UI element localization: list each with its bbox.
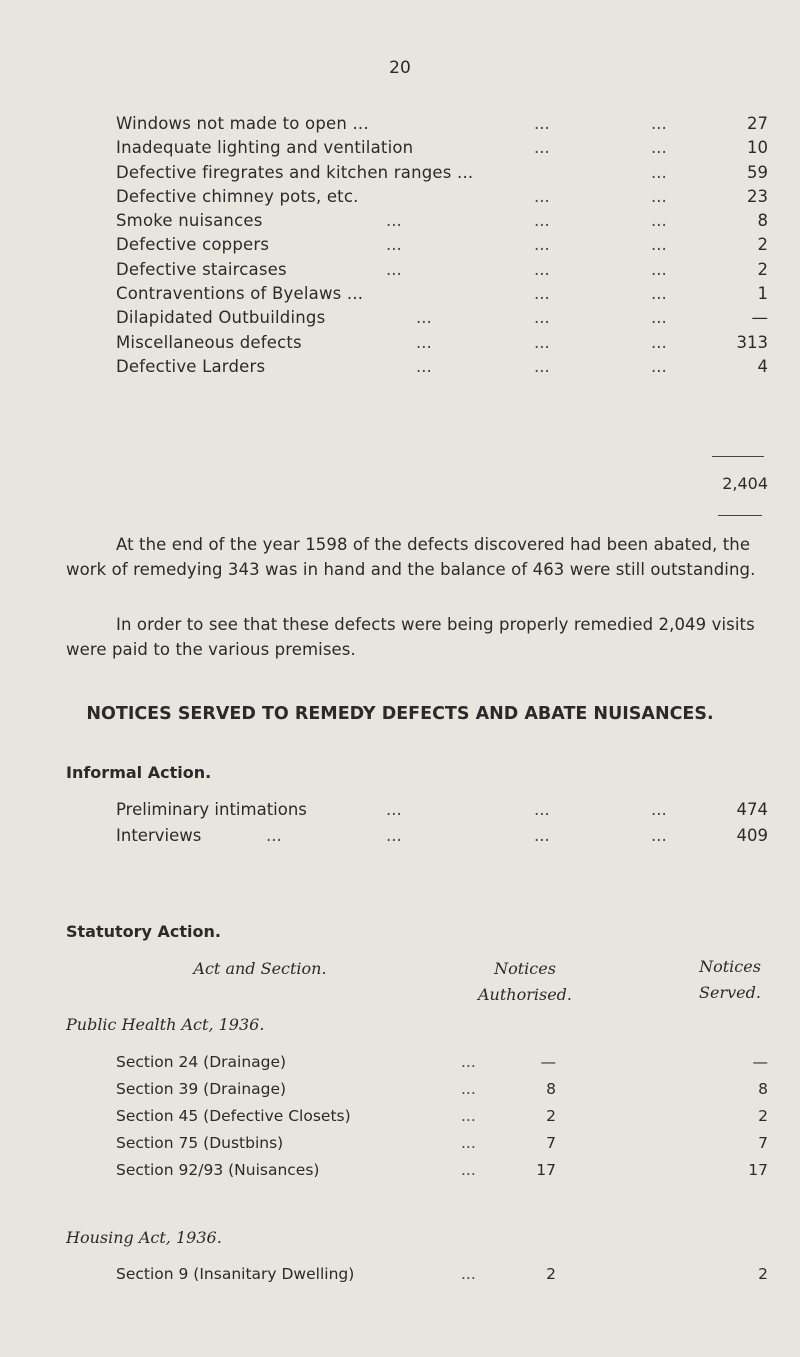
authorised-count: 2 (546, 1107, 556, 1125)
leader-dots: ... (534, 284, 550, 304)
leader-dots: ... (651, 284, 667, 304)
leader-dots: ... (651, 356, 667, 376)
defect-label: Defective staircases (116, 259, 287, 279)
defect-row (116, 258, 768, 282)
authorised-count: 8 (546, 1080, 556, 1098)
defect-label: Smoke nuisances (116, 211, 263, 231)
defect-count: 4 (757, 356, 768, 376)
statutory-row (116, 1265, 768, 1289)
leader-dots: ... (416, 308, 432, 328)
defect-row (116, 112, 768, 136)
leader-dots: ... (386, 211, 402, 231)
leader-dots: ... (534, 332, 550, 352)
served-count: — (752, 1053, 768, 1071)
informal-action-heading: Informal Action. (66, 763, 212, 782)
leader-dots: ... (534, 826, 550, 845)
informal-label: Preliminary intimations (116, 800, 307, 819)
statutory-row (116, 1053, 768, 1077)
leader-dots: ... (534, 235, 550, 255)
leader-dots: ... (386, 826, 402, 845)
informal-label: Interviews (116, 826, 202, 845)
section-label: Section 75 (Dustbins) (116, 1134, 284, 1152)
leader-dots: ... (461, 1265, 476, 1283)
col-header-authorised: Notices Authorised. (478, 959, 572, 1004)
served-count: 17 (748, 1161, 768, 1179)
authorised-count: 17 (536, 1161, 556, 1179)
defect-count: 59 (747, 162, 768, 182)
section-heading: NOTICES SERVED TO REMEDY DEFECTS AND ABATE NUISANCES. (86, 704, 714, 724)
leader-dots: ... (651, 114, 667, 133)
visits-paragraph: In order to see that these defects were being properly remedied 2,049 visits were paid to the various premises. (66, 615, 755, 659)
leader-dots: ... (534, 186, 550, 206)
defect-label: Inadequate lighting and ventilation (116, 138, 414, 158)
defect-row (116, 136, 768, 160)
leader-dots: ... (461, 1107, 476, 1125)
leader-dots: ... (416, 356, 432, 376)
defect-label: Defective coppers (116, 235, 270, 255)
served-count: 8 (758, 1080, 768, 1098)
defect-count: 2 (757, 259, 768, 279)
col-header-act: Act and Section. (193, 959, 327, 978)
defect-count: 2 (757, 235, 768, 255)
statutory-row (116, 1134, 768, 1158)
defect-count: 23 (747, 186, 768, 206)
leader-dots: ... (651, 235, 667, 255)
leader-dots: ... (651, 800, 667, 819)
leader-dots: ... (416, 332, 432, 352)
served-count: 7 (758, 1134, 768, 1152)
statutory-row (116, 1107, 768, 1131)
defect-row (116, 185, 768, 209)
defect-label: Defective Larders (116, 356, 266, 376)
defect-count: 10 (747, 138, 768, 158)
informal-row (116, 826, 768, 850)
housing-act-heading: Housing Act, 1936. (66, 1228, 222, 1247)
defect-label: Defective firegrates and kitchen ranges ... (116, 162, 474, 182)
leader-dots: ... (461, 1161, 476, 1179)
defect-row (116, 306, 768, 330)
informal-row (116, 800, 768, 824)
authorised-count: 2 (546, 1265, 556, 1283)
informal-value: 409 (736, 826, 768, 845)
section-label: Section 39 (Drainage) (116, 1080, 287, 1098)
section-label: Section 24 (Drainage) (116, 1053, 287, 1071)
defect-count: 27 (747, 114, 768, 133)
statutory-action-heading: Statutory Action. (66, 922, 221, 941)
section-label: Section 45 (Defective Closets) (116, 1107, 351, 1125)
section-label: Section 9 (Insanitary Dwelling) (116, 1265, 355, 1283)
leader-dots: ... (386, 800, 402, 819)
leader-dots: ... (534, 356, 550, 376)
defect-row (116, 355, 768, 379)
leader-dots: ... (651, 826, 667, 845)
leader-dots: ... (651, 308, 667, 328)
defect-count: 1 (757, 284, 768, 304)
leader-dots: ... (651, 186, 667, 206)
defect-row (116, 209, 768, 233)
leader-dots: ... (386, 259, 402, 279)
defect-count: 313 (736, 332, 768, 352)
leader-dots: ... (534, 308, 550, 328)
total-rule-top (712, 456, 764, 457)
defect-label: Miscellaneous defects (116, 332, 302, 352)
informal-value: 474 (736, 800, 768, 819)
defect-row (116, 282, 768, 306)
total-rule-bottom (718, 515, 762, 516)
defect-label: Defective chimney pots, etc. (116, 186, 359, 206)
leader-dots: ... (651, 211, 667, 231)
leader-dots: ... (534, 138, 550, 158)
defect-label: Windows not made to open ... (116, 114, 369, 133)
leader-dots: ... (651, 259, 667, 279)
leader-dots: ... (534, 114, 550, 133)
leader-dots: ... (461, 1080, 476, 1098)
leader-dots: ... (534, 211, 550, 231)
public-health-act-heading: Public Health Act, 1936. (66, 1015, 265, 1034)
defect-row (116, 233, 768, 257)
statutory-row (116, 1080, 768, 1104)
statutory-row (116, 1161, 768, 1185)
leader-dots: ... (651, 138, 667, 158)
defect-count: — (751, 308, 768, 328)
defect-label: Dilapidated Outbuildings (116, 308, 326, 328)
leader-dots: ... (651, 332, 667, 352)
col-header-served: Notices Served. (699, 957, 761, 1002)
defects-total: 2,404 (722, 474, 768, 493)
defect-row (116, 161, 768, 185)
defects-list (116, 112, 768, 379)
leader-dots: ... (266, 826, 282, 845)
authorised-count: 7 (546, 1134, 556, 1152)
served-count: 2 (758, 1265, 768, 1283)
leader-dots: ... (461, 1053, 476, 1071)
leader-dots: ... (461, 1134, 476, 1152)
leader-dots: ... (534, 259, 550, 279)
leader-dots: ... (386, 235, 402, 255)
summary-paragraph: At the end of the year 1598 of the defects discovered had been abated, the work of remedying 343 was in hand and the balance of 463 were still outstanding. (66, 535, 756, 579)
defect-label: Contraventions of Byelaws ... (116, 284, 364, 304)
leader-dots: ... (651, 162, 667, 182)
served-count: 2 (758, 1107, 768, 1125)
leader-dots: ... (534, 800, 550, 819)
section-label: Section 92/93 (Nuisances) (116, 1161, 320, 1179)
authorised-count: — (540, 1053, 556, 1071)
page-number: 20 (389, 58, 411, 78)
defect-count: 8 (757, 211, 768, 231)
defect-row (116, 331, 768, 355)
